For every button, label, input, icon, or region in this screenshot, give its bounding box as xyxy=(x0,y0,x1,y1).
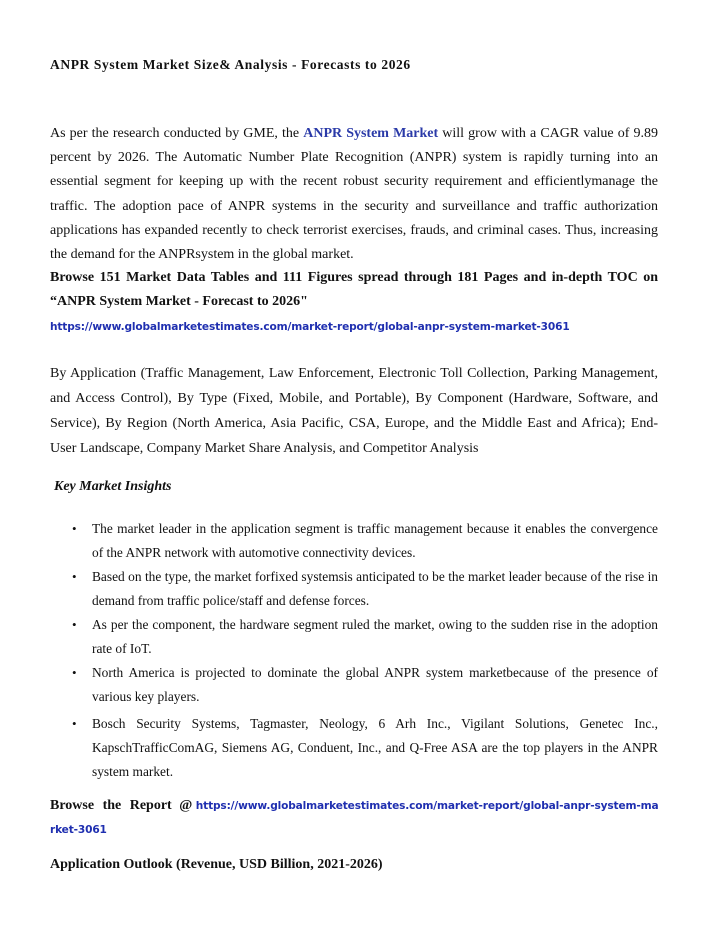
list-item: • North America is projected to dominate the global ANPR system marketbecause of the presence of various key players. xyxy=(50,661,658,709)
anpr-market-link[interactable]: ANPR System Market xyxy=(303,126,439,141)
browse-report-line xyxy=(50,794,660,842)
insights-list xyxy=(50,517,658,784)
list-item: • The market leader in the application segment is traffic management because it enables the convergence of the ANPR network with automotive connectivity devices. xyxy=(50,517,658,565)
browse-report-url-link[interactable]: https://www.globalmarketestimates.com/market-report/global-anpr-system-market-3061 xyxy=(50,800,659,836)
key-insights-heading: Key Market Insights xyxy=(54,479,172,494)
browse-report-at: @ xyxy=(179,798,193,813)
report-url-link[interactable]: https://www.globalmarketestimates.com/market-report/global-anpr-system-market-3061 xyxy=(50,321,570,333)
list-item: • As per the component, the hardware segment ruled the market, owing to the sudden rise in the adoption rate of IoT. xyxy=(50,613,658,661)
bullet-icon: • xyxy=(72,665,77,680)
intro-text-before: As per the research conducted by GME, the xyxy=(50,126,304,141)
segmentation-paragraph: By Application (Traffic Management, Law Enforcement, Electronic Toll Collection, Parking Management, and Access Control), By Type (Fixed, Mobile, and Portable), By Component (Hardware, Software, and Service), By Region (North America, Asia Pacific, CSA, Europe, and the Middle East and Africa); End-User Landscape, Company Market Share Analysis, and Competitor Analysis xyxy=(50,366,658,456)
list-item: • Bosch Security Systems, Tagmaster, Neology, 6 Arh Inc., Vigilant Solutions, Genetec Inc., KapschTrafficComAG, Siemens AG, Conduent, Inc., and Q-Free ASA are the top players in the ANPR system market. xyxy=(50,712,658,784)
bullet-icon: • xyxy=(72,569,77,584)
bullet-icon: • xyxy=(72,716,77,731)
application-outlook-heading: Application Outlook (Revenue, USD Billion, 2021-2026) xyxy=(50,857,383,872)
bullet-icon: • xyxy=(72,617,77,632)
list-item: • Based on the type, the market forfixed systemsis anticipated to be the market leader because of the rise in demand from traffic police/staff and defense forces. xyxy=(50,565,658,613)
browse-heading: Browse 151 Market Data Tables and 111 Figures spread through 181 Pages and in-depth TOC on “ANPR System Market - Forecast to 2026" xyxy=(50,270,658,310)
bullet-icon: • xyxy=(72,521,77,536)
document-title: ANPR System Market Size& Analysis - Forecasts to 2026 xyxy=(50,57,411,72)
browse-report-label: Browse the Report xyxy=(50,798,172,813)
intro-paragraph xyxy=(50,122,658,267)
intro-text-after: will grow with a CAGR value of 9.89 percent by 2026. The Automatic Number Plate Recognition (ANPR) system is rapidly turning into an essential segment for keeping up with the recent robust security requirement and efficientlymanage the traffic. The adoption pace of ANPR systems in the security and surveillance and traffic authorization applications has expanded recently to check terrorist exercises, frauds, and criminal cases. Thus, increasing the demand for the ANPRsystem in the global market. xyxy=(50,126,659,263)
